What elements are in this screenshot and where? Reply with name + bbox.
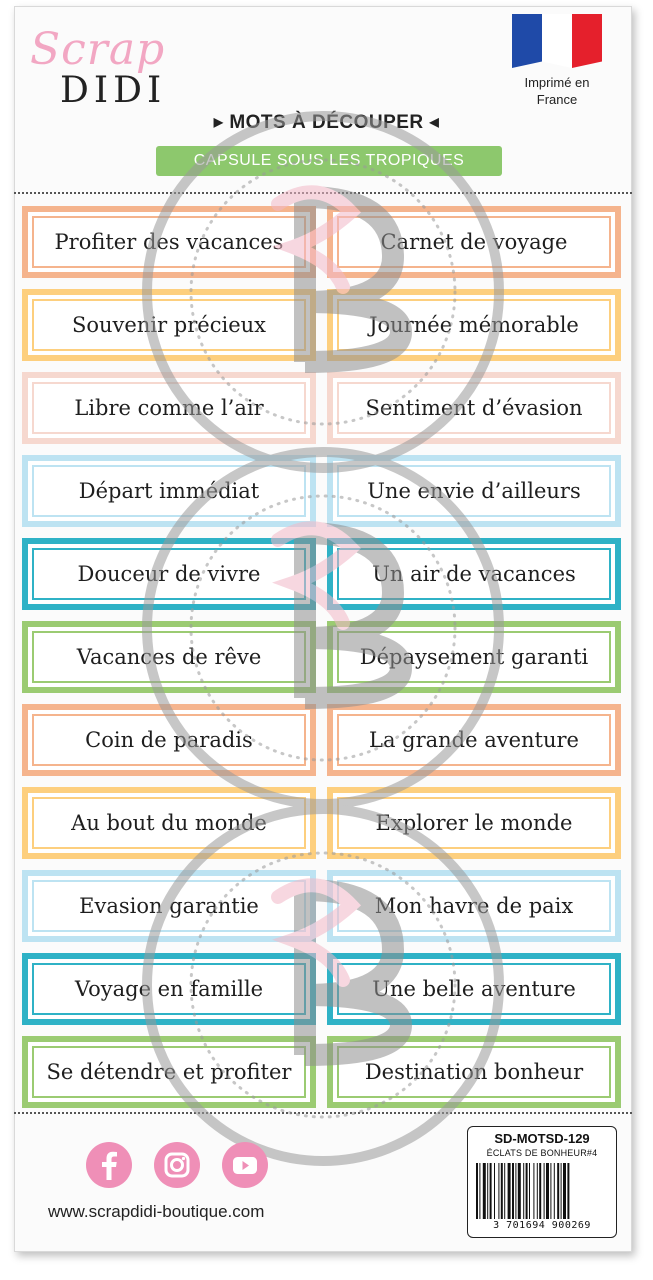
facebook-icon[interactable] xyxy=(86,1142,132,1188)
origin-line2: France xyxy=(536,92,578,107)
word-label-frame xyxy=(333,544,615,604)
logo-script-text: Scrap xyxy=(30,24,166,75)
cut-line-bottom xyxy=(14,1112,632,1114)
word-label xyxy=(327,704,621,776)
word-label-frame xyxy=(333,710,615,770)
brand-logo xyxy=(30,24,190,114)
youtube-icon[interactable] xyxy=(222,1142,268,1188)
page-title xyxy=(0,112,653,134)
word-label xyxy=(327,953,621,1025)
website-link[interactable]: www.scrapdidi-boutique.com xyxy=(48,1202,265,1221)
word-label-text: Vacances de rêve xyxy=(32,631,306,683)
logo-main-text: DIDI xyxy=(60,70,167,111)
word-label-frame xyxy=(28,959,310,1019)
triangle-right-icon: ▶ xyxy=(213,115,224,129)
word-label-frame xyxy=(333,627,615,687)
word-label xyxy=(327,206,621,278)
word-label xyxy=(22,455,316,527)
word-label xyxy=(22,1036,316,1108)
word-label-text: Se détendre et profiter xyxy=(32,1046,306,1098)
word-label-text: Départ immédiat xyxy=(32,465,306,517)
barcode-icon xyxy=(476,1163,610,1221)
word-label-frame xyxy=(333,378,615,438)
word-label-text: Carnet de voyage xyxy=(337,216,611,268)
word-label-text: Libre comme l’air xyxy=(32,382,306,434)
capsule-banner: CAPSULE SOUS LES TROPIQUES xyxy=(156,146,502,176)
word-label-text: Journée mémorable xyxy=(337,299,611,351)
word-label xyxy=(22,289,316,361)
word-label-text: Coin de paradis xyxy=(32,714,306,766)
word-label xyxy=(327,1036,621,1108)
word-label-frame xyxy=(333,1042,615,1102)
word-label xyxy=(327,538,621,610)
word-label xyxy=(327,870,621,942)
word-label-frame xyxy=(333,295,615,355)
origin-line1: Imprimé en xyxy=(524,75,590,90)
word-label-frame xyxy=(28,544,310,604)
word-label-text: Mon havre de paix xyxy=(337,880,611,932)
word-label-frame xyxy=(333,959,615,1019)
word-label-frame xyxy=(28,793,310,853)
word-label xyxy=(22,372,316,444)
word-label xyxy=(22,870,316,942)
word-label-frame xyxy=(28,295,310,355)
word-label-frame xyxy=(333,793,615,853)
barcode-number: 3 701694 900269 xyxy=(493,1220,591,1231)
word-label xyxy=(22,206,316,278)
word-label-text: Destination bonheur xyxy=(337,1046,611,1098)
word-label-frame xyxy=(28,212,310,272)
origin-text xyxy=(505,74,609,108)
word-label-text: Voyage en famille xyxy=(32,963,306,1015)
word-label-text: Sentiment d’évasion xyxy=(337,382,611,434)
word-label-frame xyxy=(28,876,310,936)
word-label xyxy=(22,787,316,859)
word-label xyxy=(22,538,316,610)
word-label-text: Souvenir précieux xyxy=(32,299,306,351)
word-label xyxy=(22,704,316,776)
word-label-frame xyxy=(28,1042,310,1102)
triangle-left-icon: ◀ xyxy=(429,115,440,129)
collection-name: ÉCLATS DE BONHEUR#4 xyxy=(486,1148,598,1158)
word-label xyxy=(327,621,621,693)
word-label xyxy=(22,621,316,693)
word-label xyxy=(327,289,621,361)
word-label-text: La grande aventure xyxy=(337,714,611,766)
word-label xyxy=(327,372,621,444)
word-label-frame xyxy=(333,876,615,936)
word-label-frame xyxy=(333,212,615,272)
word-label-frame xyxy=(28,627,310,687)
sku-code: SD-MOTSD-129 xyxy=(494,1131,590,1146)
word-label-text: Explorer le monde xyxy=(337,797,611,849)
word-label-text: Profiter des vacances xyxy=(32,216,306,268)
word-label-text: Une belle aventure xyxy=(337,963,611,1015)
page-title-text: MOTS À DÉCOUPER xyxy=(229,112,424,133)
word-label-text: Une envie d’ailleurs xyxy=(337,465,611,517)
product-code-box xyxy=(467,1126,617,1238)
word-label-text: Au bout du monde xyxy=(32,797,306,849)
word-label-text: Un air de vacances xyxy=(337,548,611,600)
word-label xyxy=(327,455,621,527)
instagram-icon[interactable] xyxy=(154,1142,200,1188)
word-label-frame xyxy=(28,378,310,438)
france-flag-icon xyxy=(512,14,602,74)
cut-line-top xyxy=(14,192,632,194)
word-label xyxy=(327,787,621,859)
word-label-frame xyxy=(28,461,310,521)
word-label-text: Evasion garantie xyxy=(32,880,306,932)
word-label-text: Douceur de vivre xyxy=(32,548,306,600)
word-label-text: Dépaysement garanti xyxy=(337,631,611,683)
word-label xyxy=(22,953,316,1025)
word-label-frame xyxy=(333,461,615,521)
word-label-frame xyxy=(28,710,310,770)
